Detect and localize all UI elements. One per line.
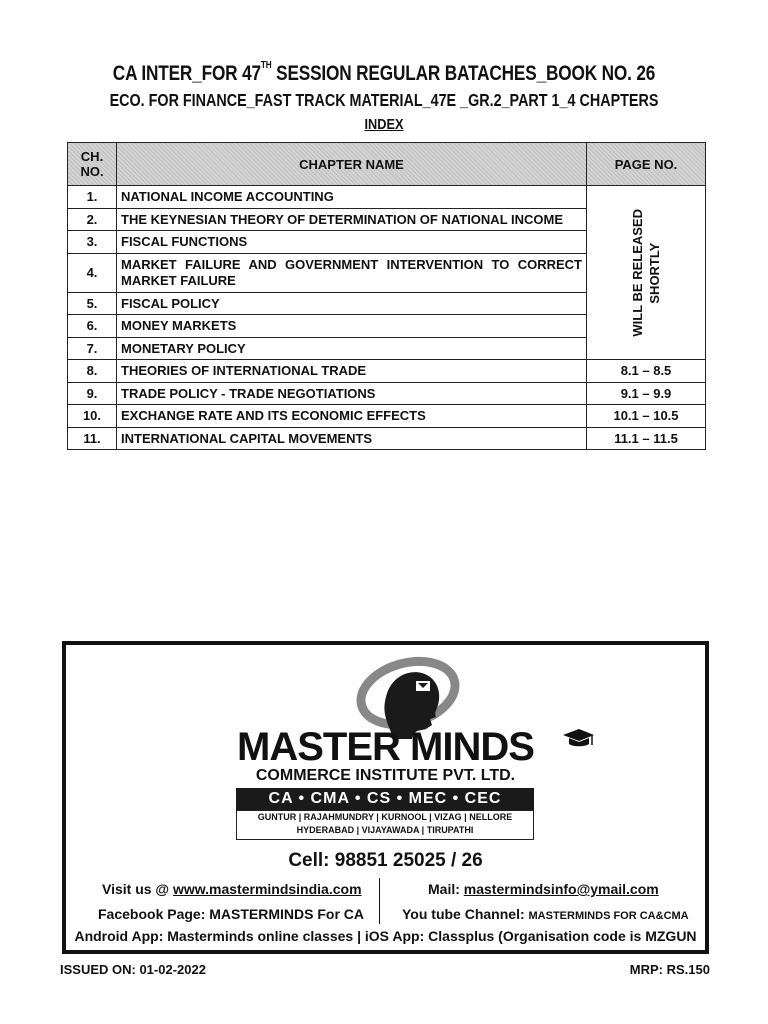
table-row: 7. MONETARY POLICY	[68, 337, 706, 360]
index-table	[67, 142, 706, 450]
brand-name: MASTER MINDS	[237, 725, 534, 769]
document-title: CA INTER_FOR 47TH SESSION REGULAR BATACHES_BOOK NO. 26	[112, 60, 656, 85]
mail-line: Mail: mastermindsinfo@ymail.com	[428, 881, 659, 897]
table-row: 3. FISCAL FUNCTIONS	[68, 231, 706, 254]
table-row: 4. MARKET FAILURE AND GOVERNMENT INTERVENTION TO CORRECT MARKET FAILURE	[68, 253, 706, 292]
title-superscript: TH	[260, 60, 272, 71]
col-name-header: CHAPTER NAME	[117, 143, 587, 186]
document-subtitle: ECO. FOR FINANCE_FAST TRACK MATERIAL_47E _GR.2_PART 1_4 CHAPTERS	[109, 90, 659, 110]
cities-list: GUNTUR | RAJAHMUNDRY | KURNOOL | VIZAG | NELLORE HYDERABAD | VIJAYAWADA | TIRUPATHI	[236, 810, 534, 840]
cell-number: Cell: 98851 25025 / 26	[288, 850, 483, 871]
table-row: 2. THE KEYNESIAN THEORY OF DETERMINATION OF NATIONAL INCOME	[68, 208, 706, 231]
col-chno-header: CH. NO.	[68, 143, 117, 186]
index-heading: INDEX	[364, 116, 404, 133]
company-name: COMMERCE INSTITUTE PVT. LTD.	[255, 767, 516, 784]
table-row: 11. INTERNATIONAL CAPITAL MOVEMENTS 11.1 – 11.5	[68, 427, 706, 450]
youtube-line: You tube Channel: MASTERMINDS FOR CA&CMA	[402, 906, 689, 922]
release-note: WILL BE RELEASED SHORTLY	[630, 208, 662, 337]
table-row: 6. MONEY MARKETS	[68, 315, 706, 338]
courses-banner: CA • CMA • CS • MEC • CEC	[236, 788, 534, 810]
mrp-price: MRP: RS.150	[629, 962, 710, 977]
table-row: 9. TRADE POLICY - TRADE NEGOTIATIONS 9.1 – 9.9	[68, 382, 706, 405]
issued-date: ISSUED ON: 01-02-2022	[60, 962, 206, 977]
app-line: Android App: Masterminds online classes | iOS App: Classplus (Organisation code is MZGUN	[74, 928, 697, 944]
table-row: 5. FISCAL POLICY	[68, 292, 706, 315]
table-header-row	[68, 143, 706, 186]
facebook-line: Facebook Page: MASTERMINDS For CA	[98, 906, 365, 922]
release-note-cell	[587, 186, 706, 360]
graduation-cap-icon	[561, 727, 595, 751]
table-row: 1. NATIONAL INCOME ACCOUNTING WILL BE RELEASED SHORTLY	[68, 186, 706, 209]
visit-line: Visit us @ www.mastermindsindia.com	[102, 881, 362, 897]
email-link[interactable]: mastermindsinfo@ymail.com	[463, 881, 659, 897]
table-row: 10. EXCHANGE RATE AND ITS ECONOMIC EFFECTS 10.1 – 10.5	[68, 405, 706, 428]
col-page-header: PAGE NO.	[587, 143, 706, 186]
website-link[interactable]: www.mastermindsindia.com	[172, 881, 362, 897]
table-row: 8. THEORIES OF INTERNATIONAL TRADE 8.1 – 8.5	[68, 360, 706, 383]
divider	[379, 878, 380, 924]
advertisement-box	[62, 641, 709, 954]
